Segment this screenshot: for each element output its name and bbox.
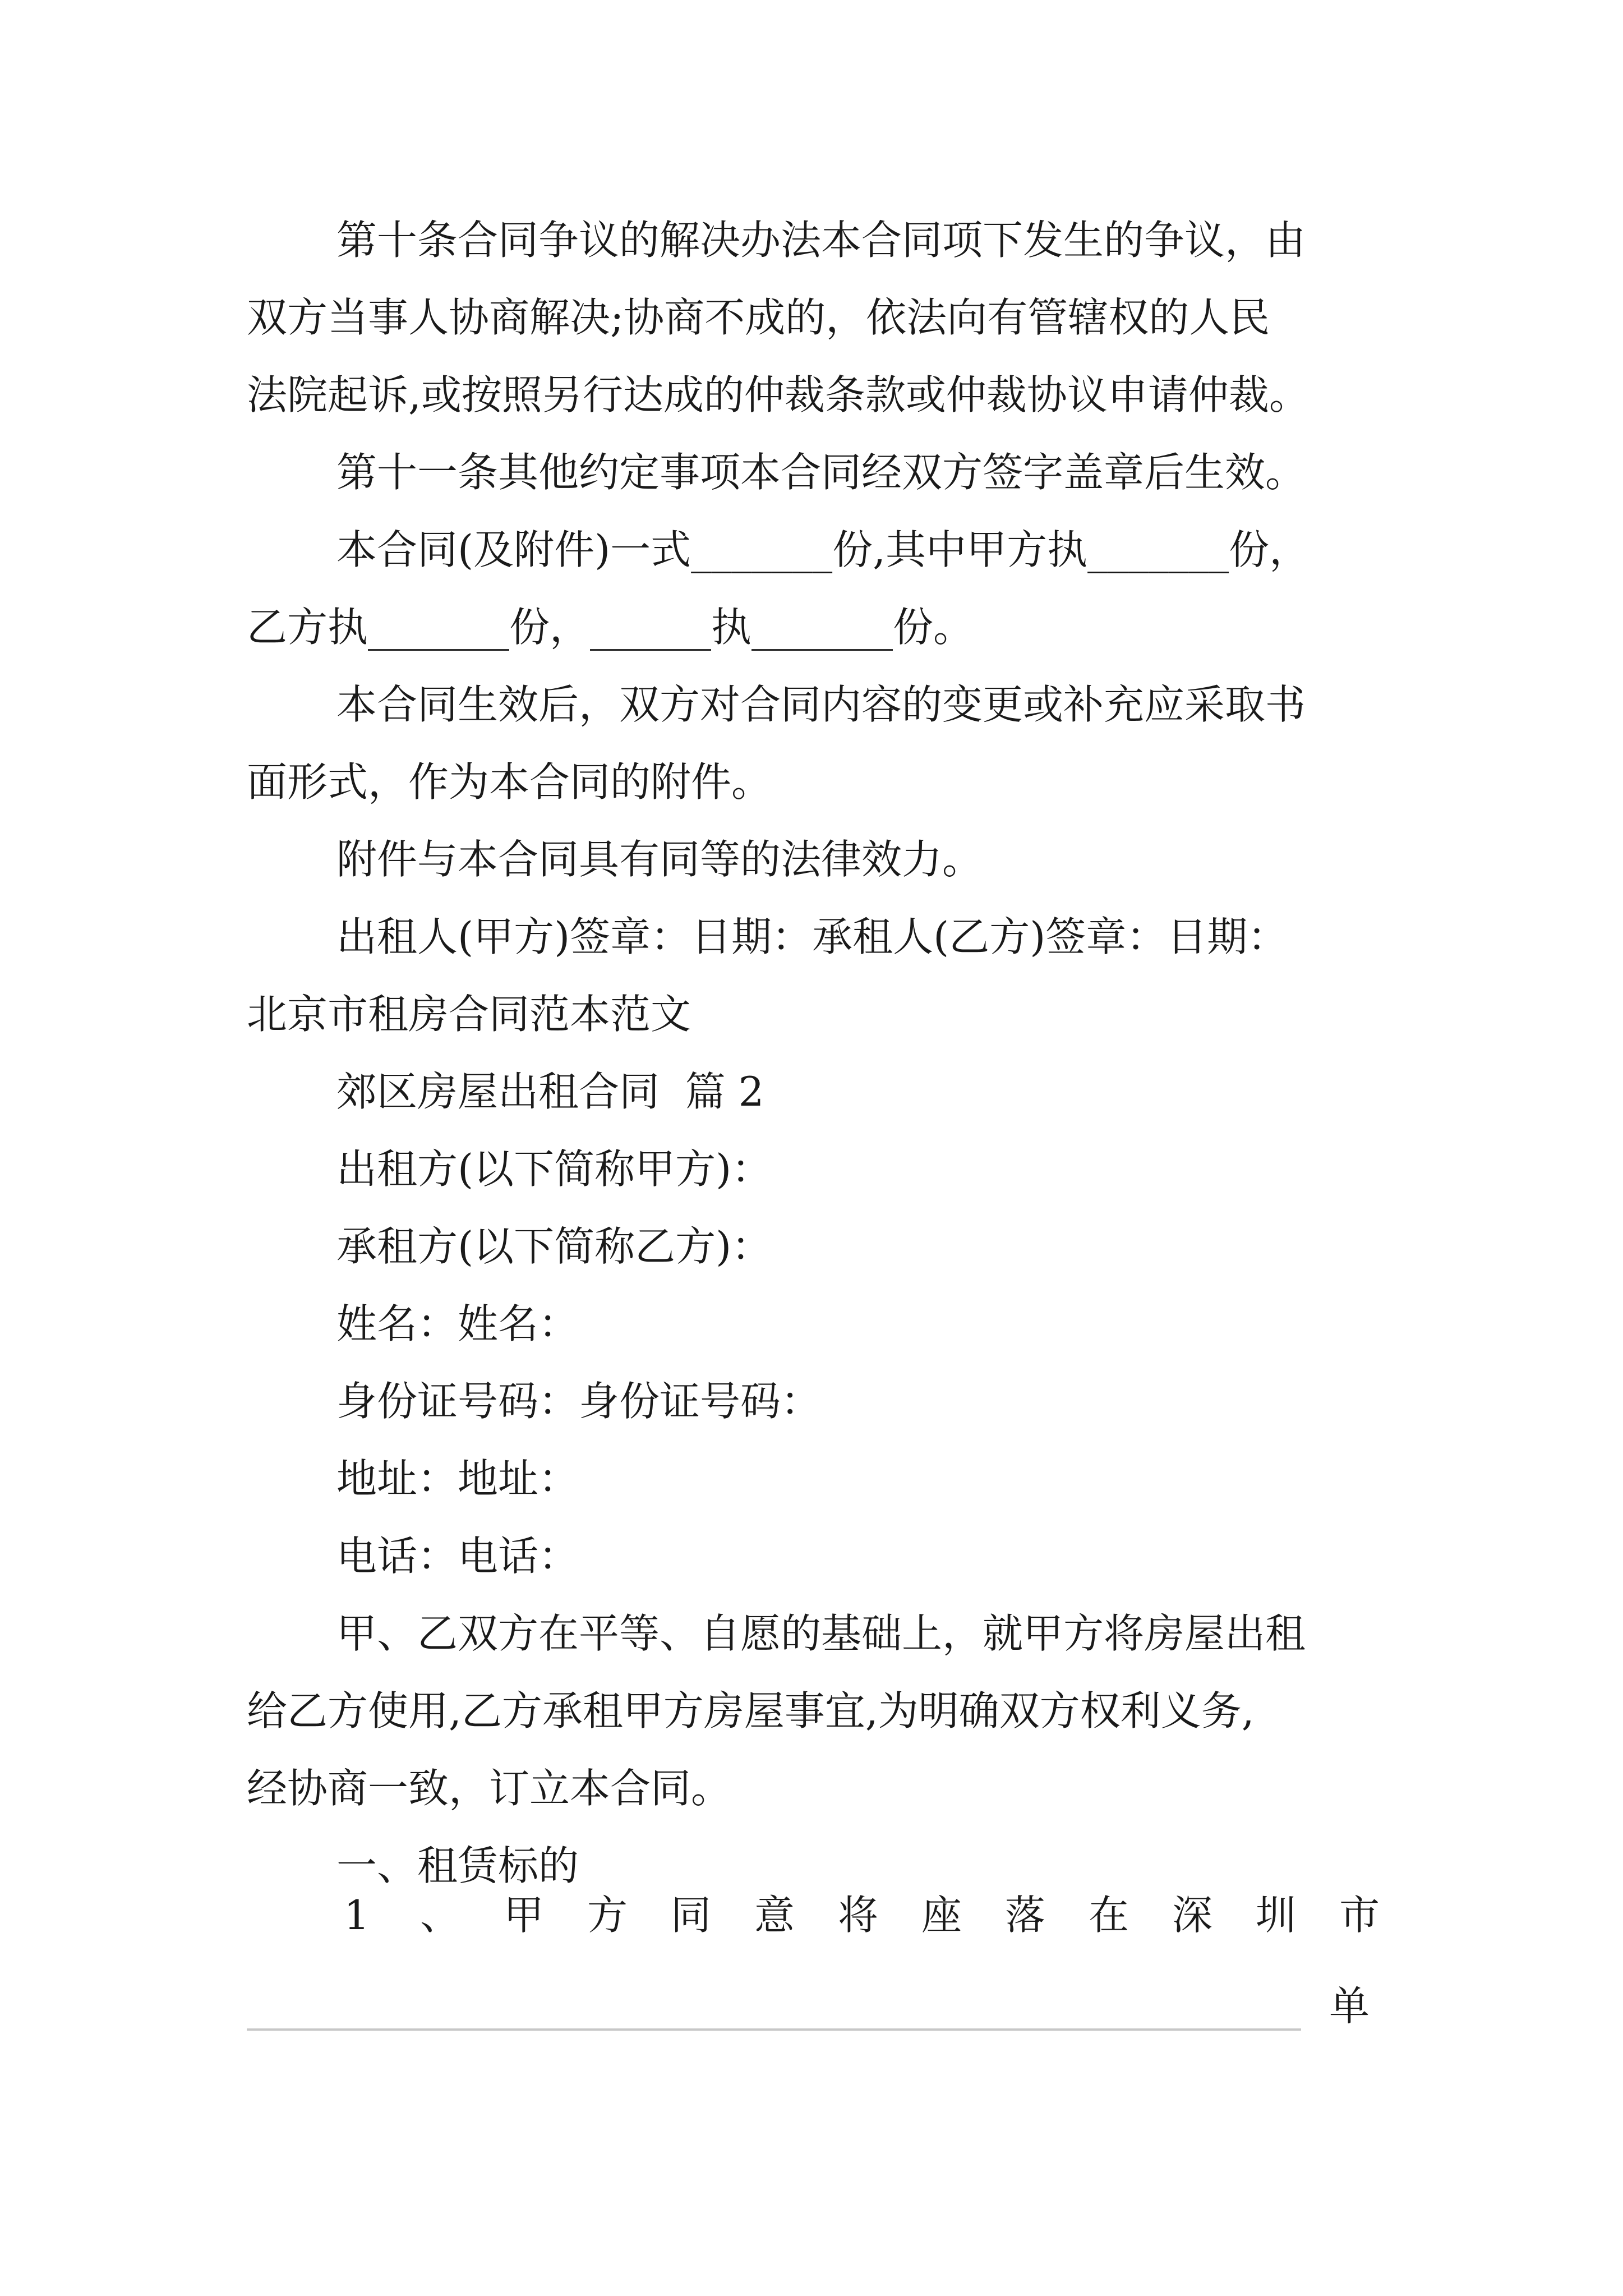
blank-fill-line [247, 2028, 1301, 2031]
form-field-label: 出租方(以下简称甲方)： [336, 1145, 772, 1193]
paragraph: 本合同生效后，双方对合同内容的变更或补充应采取书 [336, 681, 1306, 728]
paragraph: 给乙方使用,乙方承租甲方房屋事宜,为明确双方权利义务, [247, 1687, 1255, 1734]
clause-char: 落 [1005, 1892, 1046, 1939]
form-field-label: 承租方(以下简称乙方)： [336, 1223, 772, 1270]
form-field-label: 姓名：姓名： [336, 1300, 579, 1347]
clause-tail-char: 单 [1329, 1982, 1370, 2030]
paragraph: 双方当事人协商解决;协商不成的，依法向有管辖权的人民 [247, 294, 1270, 341]
clause-char: 甲 [504, 1892, 545, 1939]
paragraph: 第十一条其他约定事项本合同经双方签字盖章后生效。 [336, 449, 1306, 496]
clause-char: 方 [587, 1892, 628, 1939]
clause-char: 在 [1089, 1892, 1129, 1939]
section-title: 北京市租房合同范本范文 [247, 991, 691, 1038]
paragraph: 经协商一致，订立本合同。 [247, 1765, 732, 1812]
clause-char: 将 [838, 1892, 879, 1939]
clause-char: 市 [1339, 1892, 1380, 1939]
form-field-label: 身份证号码：身份证号码： [336, 1378, 822, 1425]
clause-char: 深 [1172, 1892, 1213, 1939]
clause-char: 1 [344, 1892, 370, 1939]
clause-char: 圳 [1256, 1892, 1297, 1939]
clause-char: 、 [420, 1892, 461, 1939]
paragraph: 本合同(及附件)一式_______份,其中甲方执_______份， [336, 526, 1310, 573]
paragraph: 法院起诉,或按照另行达成的仲裁条款或仲裁协议申请仲裁。 [247, 371, 1310, 418]
clause-1-line [336, 1892, 1380, 1939]
paragraph: 面形式，作为本合同的附件。 [247, 758, 772, 806]
signature-line: 出租人(甲方)签章：日期：承租人(乙方)签章：日期： [336, 913, 1288, 960]
paragraph: 乙方执_______份，______执_______份。 [247, 604, 974, 651]
paragraph: 甲、乙双方在平等、自愿的基础上，就甲方将房屋出租 [336, 1610, 1306, 1657]
paragraph: 第十条合同争议的解决办法本合同项下发生的争议，由 [336, 217, 1306, 264]
clause-char: 意 [754, 1892, 795, 1939]
clause-heading: 一、租赁标的 [336, 1842, 579, 1889]
clause-char: 同 [671, 1892, 712, 1939]
clause-char: 座 [921, 1892, 962, 1939]
form-field-label: 地址：地址： [336, 1455, 579, 1502]
paragraph: 附件与本合同具有同等的法律效力。 [336, 836, 983, 883]
section-title: 郊区房屋出租合同 篇 2 [336, 1068, 764, 1115]
form-field-label: 电话：电话： [336, 1533, 579, 1580]
